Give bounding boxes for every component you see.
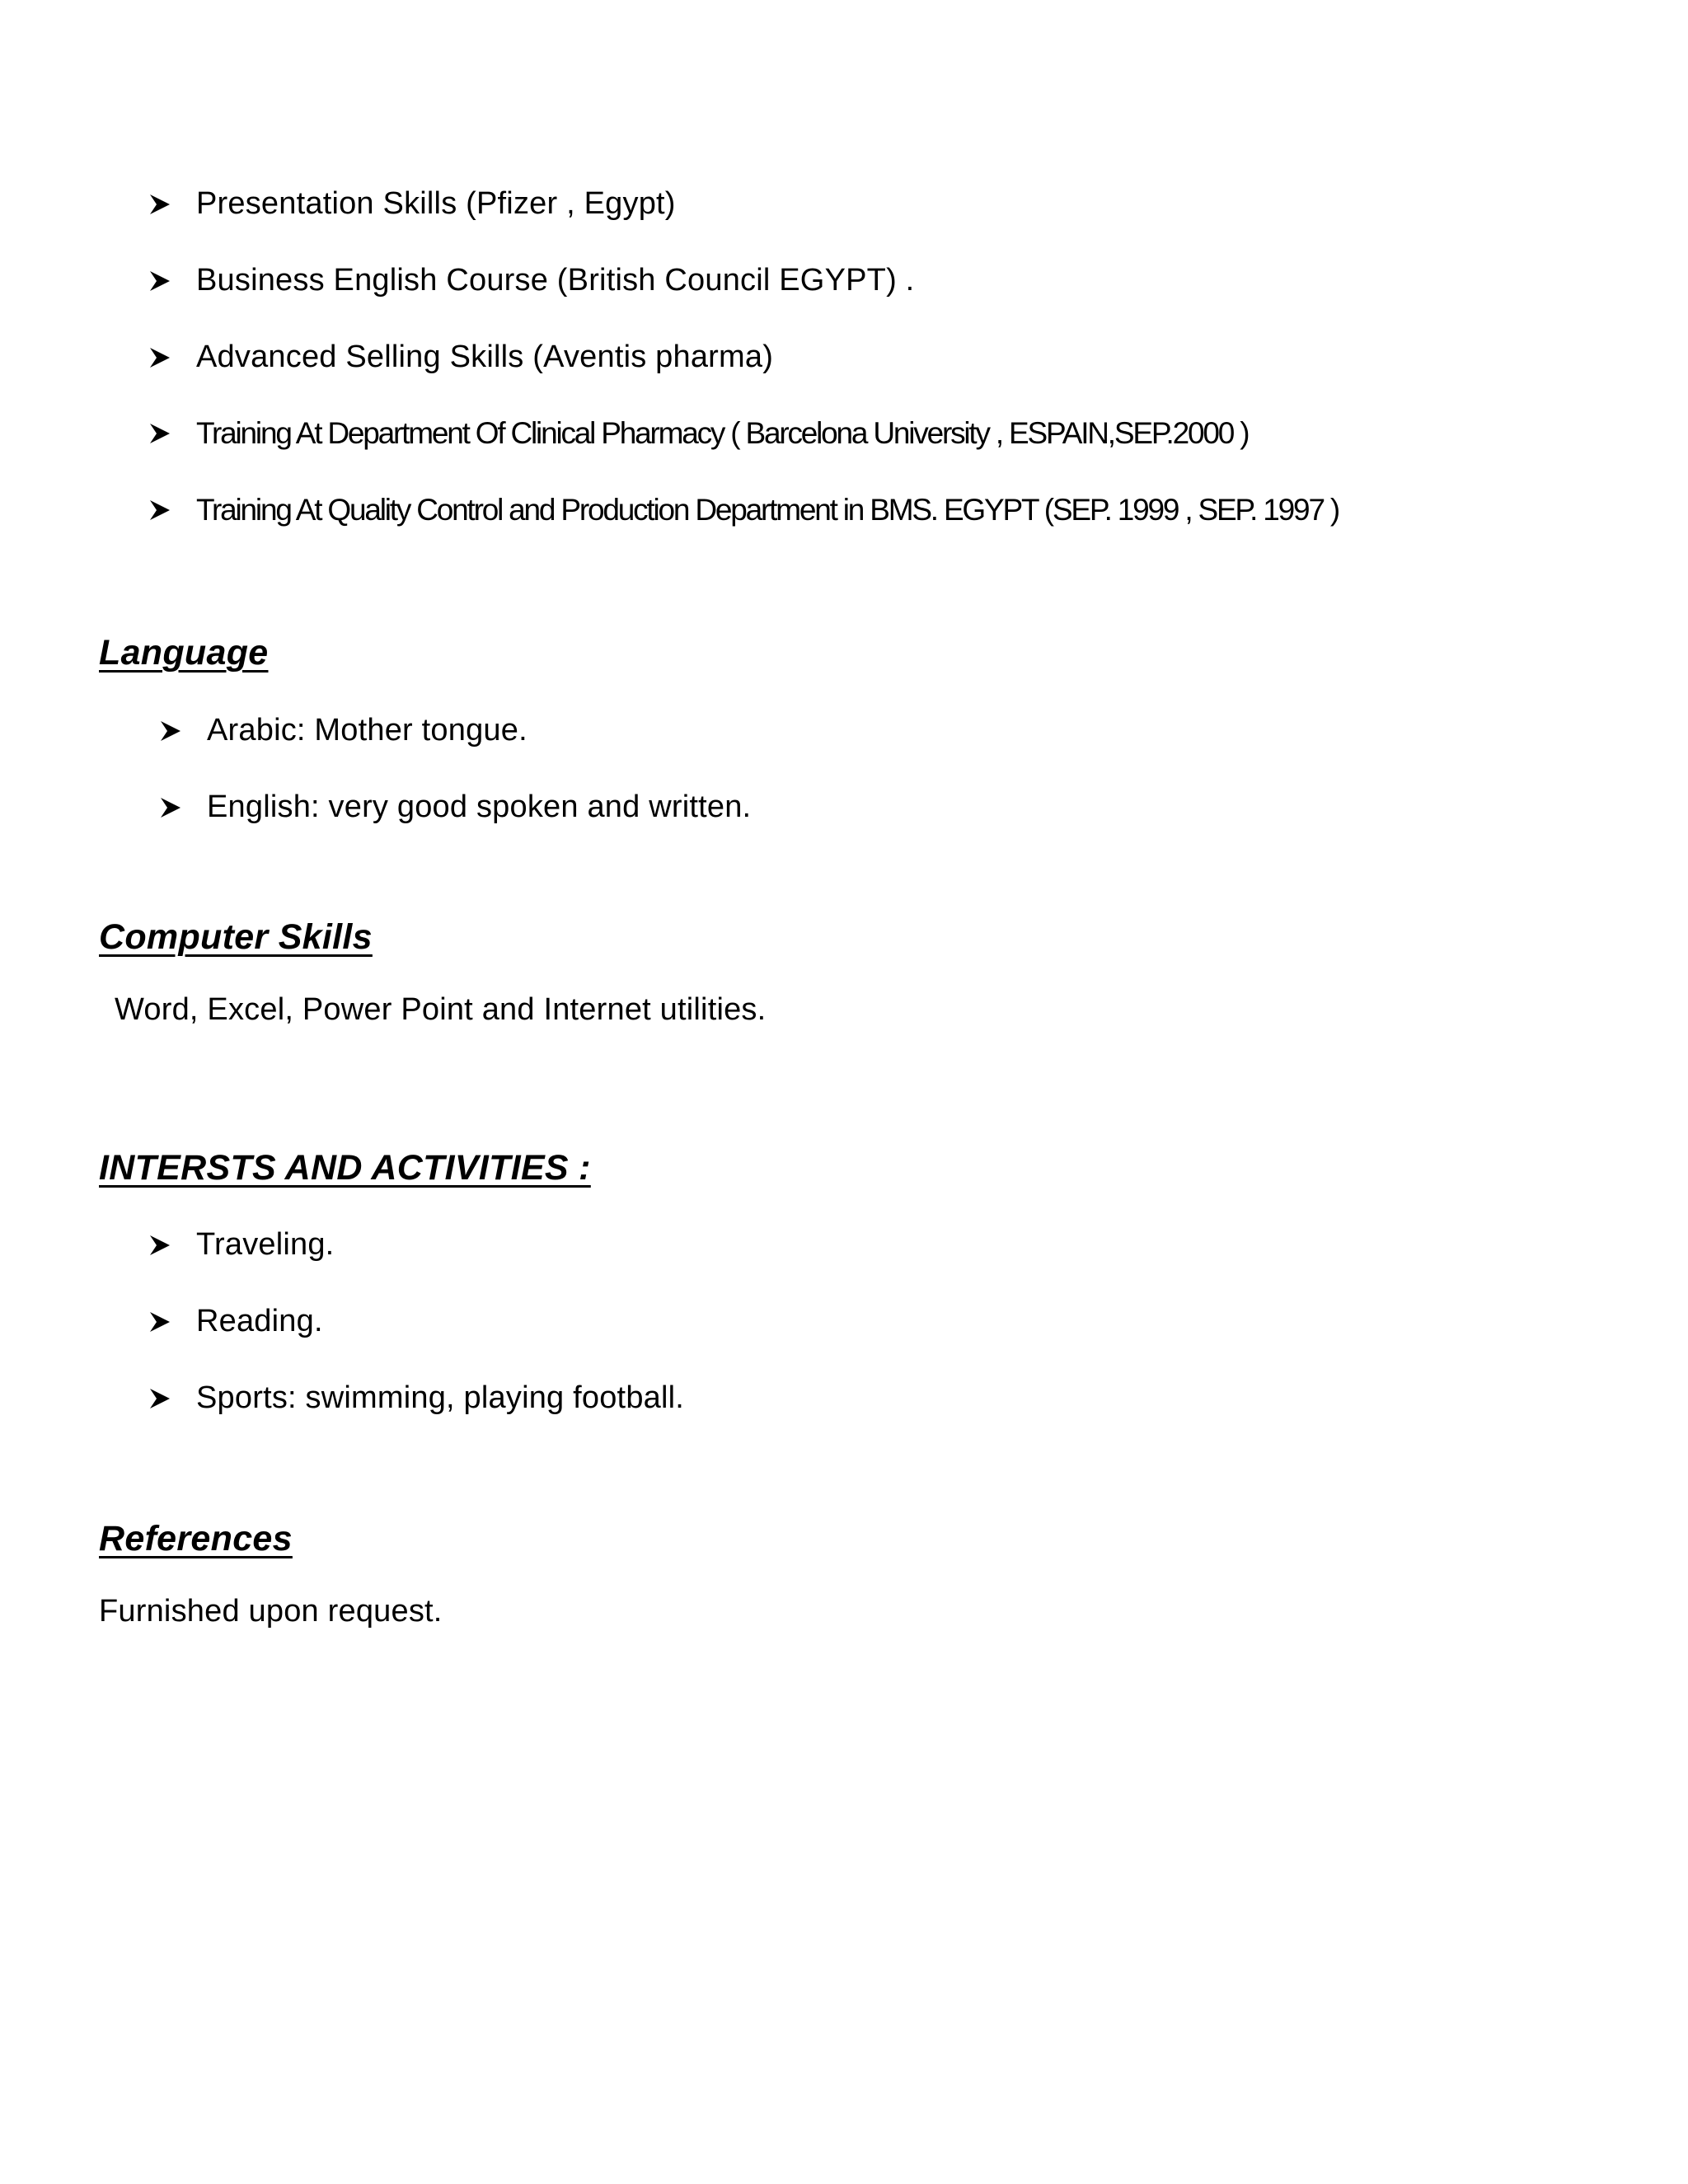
training-item — [148, 340, 773, 375]
interest-item — [148, 1227, 334, 1263]
arrowhead-bullet-icon — [148, 265, 181, 298]
language-item — [159, 790, 751, 825]
language-item-text: Arabic: Mother tongue. — [207, 713, 528, 748]
references-heading: References — [99, 1519, 293, 1558]
interest-item — [148, 1304, 323, 1339]
training-item — [148, 186, 676, 222]
references-text: Furnished upon request. — [99, 1594, 443, 1629]
training-item-text: Business English Course (British Council EGYPT) . — [196, 263, 915, 298]
arrowhead-bullet-icon — [159, 715, 192, 748]
training-item-text: Presentation Skills (Pfizer , Egypt) — [196, 186, 676, 221]
arrowhead-bullet-icon — [148, 1382, 181, 1415]
computer-skills-text: Word, Excel, Power Point and Internet utilities. — [115, 992, 767, 1027]
arrowhead-bullet-icon — [148, 417, 181, 450]
training-item — [148, 493, 1339, 527]
arrowhead-bullet-icon — [148, 188, 181, 221]
interest-item — [148, 1380, 684, 1416]
interests-heading: INTERSTS AND ACTIVITIES : — [99, 1148, 591, 1188]
training-item-text: Advanced Selling Skills (Aventis pharma) — [196, 340, 774, 374]
interest-item-text: Sports: swimming, playing football. — [196, 1380, 685, 1415]
interest-item-text: Reading. — [196, 1304, 323, 1338]
interest-item-text: Traveling. — [196, 1227, 335, 1262]
training-item — [148, 263, 914, 298]
training-item — [148, 416, 1248, 451]
arrowhead-bullet-icon — [148, 1305, 181, 1338]
arrowhead-bullet-icon — [159, 791, 192, 824]
arrowhead-bullet-icon — [148, 1229, 181, 1262]
arrowhead-bullet-icon — [148, 494, 181, 527]
language-item — [159, 713, 528, 748]
arrowhead-bullet-icon — [148, 341, 181, 374]
computer-skills-heading: Computer Skills — [99, 917, 373, 957]
training-item-text: Training At Quality Control and Production Department in BMS. EGYPT (SEP. 1999 , SEP. 1997 ) — [196, 493, 1339, 527]
training-item-text: Training At Department Of Clinical Pharmacy ( Barcelona University , ESPAIN,SEP.2000 ) — [196, 416, 1249, 450]
language-heading: Language — [99, 633, 269, 673]
language-item-text: English: very good spoken and written. — [207, 790, 752, 824]
